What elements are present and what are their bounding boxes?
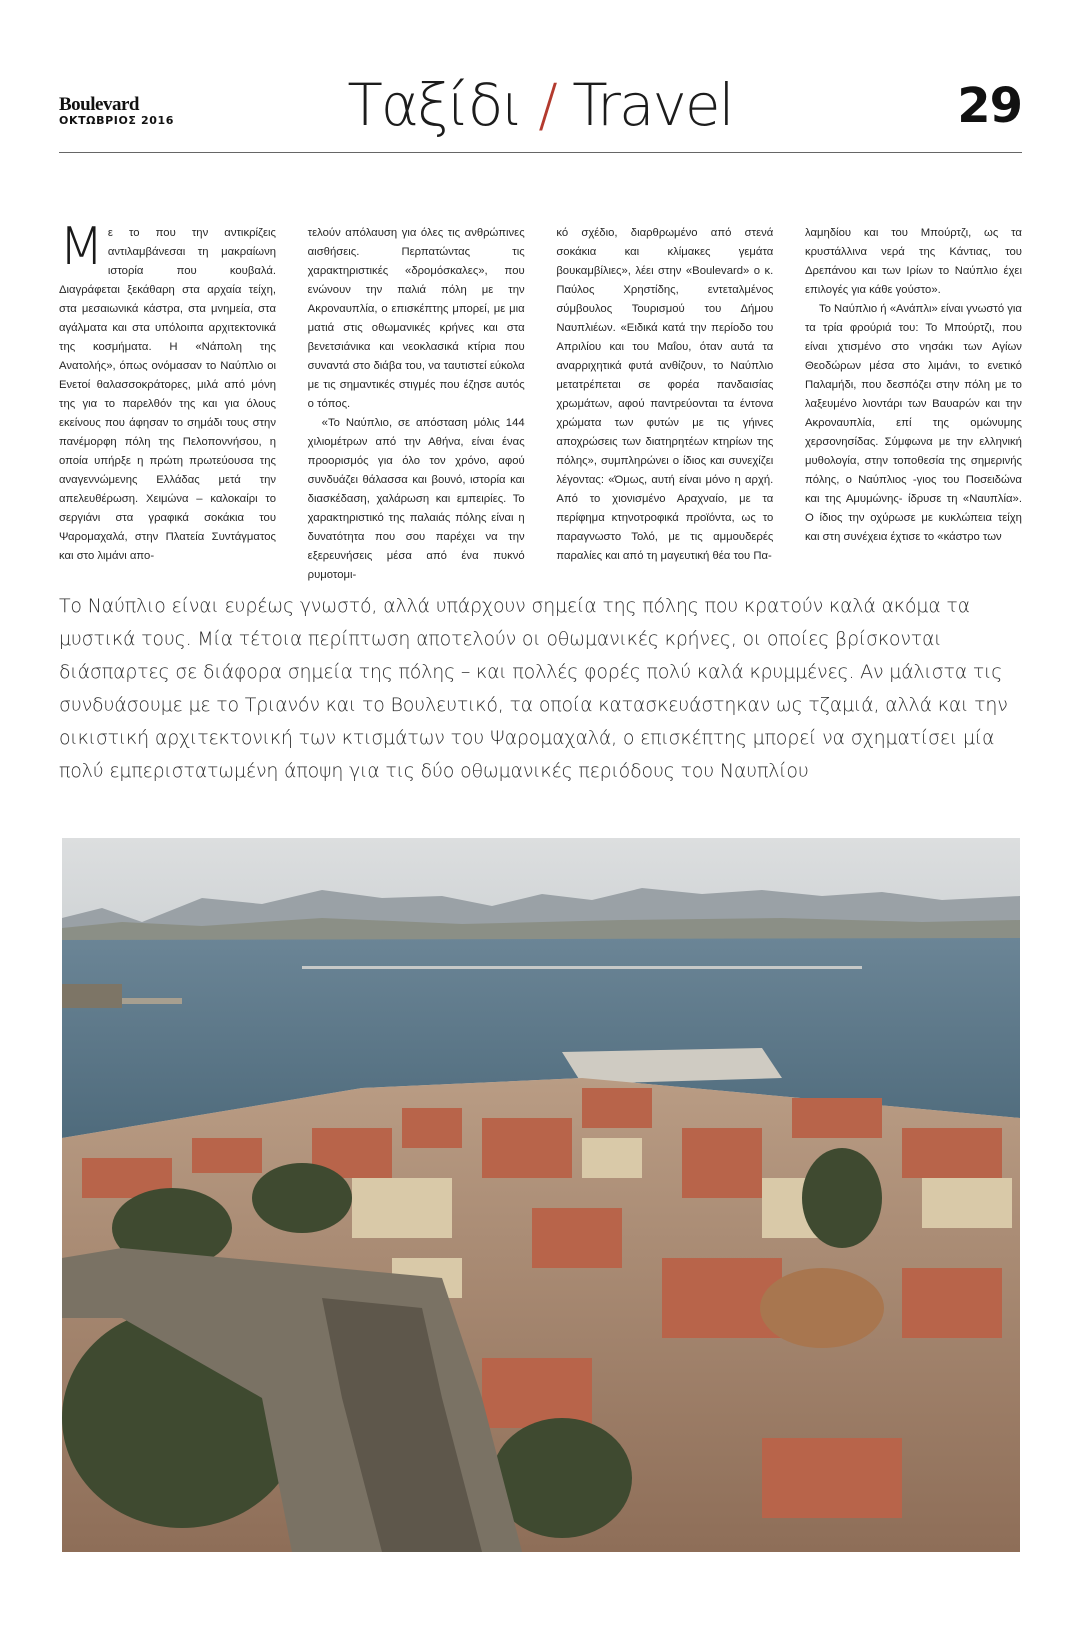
page-number: 29	[957, 78, 1022, 134]
drop-cap: Μ	[59, 217, 104, 277]
article-column-3	[556, 224, 774, 562]
breakwater	[302, 966, 862, 969]
article-column-1	[59, 217, 276, 562]
article-column-2	[307, 224, 525, 581]
harbor-illustration	[62, 838, 1020, 1552]
nafplio-harbor-photo	[62, 838, 1020, 1552]
port-pier	[562, 1048, 782, 1084]
issue-date: ΟΚΤΩΒΡΙΟΣ 2016	[59, 114, 174, 127]
pull-quote: Το Ναύπλιο είναι ευρέως γνωστό, αλλά υπάρχουν σημεία της πόλης που κρατούν καλά ακόμα τα μυστικά τους. Μία τέτοια περίπτωση αποτελούν οι οθωμανικές κρήνες, οι οποίες βρίσκονται διάσπαρτες σε διάφορα σημεία της πόλης – και πολλές φορές πολύ καλά κρυμμένες. Αν μάλιστα τις συνδυάσουμε με το Τριανόν και το Βουλευτικό, τα οποία κατασκευάστηκαν ως τζαμιά, αλλά και την οικιστική αρχιτεκτονική των κτισμάτων του Ψαρομαχαλά, ο επισκέπτης μπορεί να σχηματίσει μία πολύ εμπεριστατωμένη άποψη για τις δύο οθωμανικές περιόδους του Ναυπλίου	[59, 595, 1008, 782]
paragraph: τελούν απόλαυση για όλες τις ανθρώπινες αισθήσεις. Περπατώντας τις χαρακτηριστικές «δρομόσκαλες», που ενώνουν την παλιά πόλη με την Ακροναυπλία, ο επισκέπτης μπορεί, με μια ματιά στις οθωμανικές κρήνες και στα βενετσιάνικα και νεοκλασικά κτίρια που συναντά στο διάβα του, να ταυτιστεί εύκολα με τις σημαντικές στιγμές που έζησε αυτός ο τόπος.	[307, 227, 525, 410]
header-divider	[59, 152, 1022, 153]
article-body	[59, 217, 1022, 581]
magazine-logo: Boulevard	[59, 94, 139, 115]
paragraph	[59, 217, 276, 566]
mosque-dome	[760, 1268, 884, 1348]
section-title-slash: /	[538, 71, 556, 139]
paragraph: κό σχέδιο, διαρθρωμένο από στενά σοκάκια και κλίμακες γεμάτα βουκαμβίλιες», λέει στην «Boulevard» ο κ. Παύλος Χρηστίδης, εντεταλμένος σύμβουλος Τουρισμού του Δήμου Ναυπλιέων. «Ειδικά κατά την περίοδο του Απριλίου και του Μαΐου, όταν αυτά τα αναρριχητικά φυτά ανθίζουν, το Ναύπλιο μετατρέπεται σε φορέα πανδαισίας χρωμάτων, αφού παντρεύονται τα έντονα χρώματα των φυτών με τις γήινες αποχρώσεις των διατηρητέων κτηρίων της πόλης», συμπληρώνει ο ίδιος και συνεχίζει λέγοντας: «Όμως, αυτή είναι μόνο η αρχή. Από το χιονισμένο Αραχναίο, με τα περίφημα κτηνοτροφικά προϊόντα, ως το παραγνωστο Τολό, με τις αμμουδερές παραλίες και από τη μαγευτική θέα του Πα-	[556, 227, 774, 562]
section-title-greek: Ταξίδι	[347, 71, 522, 139]
paragraph: Το Ναύπλιο ή «Ανάπλι» είναι γνωστό για τα τρία φρούριά του: Το Μπούρτζι, που είναι χτισμένο στο νησάκι των Αγίων Θεοδώρων μέσα στο λιμάνι, το ενετικό Παλαμήδι, που δεσπόζει στην πόλη με το λαξευμένο λιοντάρι των Βαυαρών και την Ακροναυπλία, επί της ομώνυμης χερσονησίδας. Σύμφωνα με την ελληνική μυθολογία, στην τοποθεσία της σημερινής πόλης, ο Ναύπλιος -γιος του Ποσειδώνα και της Αμυμώνης- ίδρυσε τη «Ναυπλία». Ο ίδιος την οχύρωσε με κυκλώπεια τείχη και στη συνέχεια έχτισε το «κάστρο των	[804, 303, 1022, 543]
bourtzi-fortress	[62, 984, 122, 1008]
paragraph-text: ε το που την αντικρίζεις αντιλαμβάνεσαι τη μακραίωνη ιστορία που κουβαλά. Διαγράφεται ξεκάθαρη στα αρχαία τείχη, στα μεσαιωνικά κάστρα, στα μνημεία, στα αγάλματα και στα υπόλοιπα αρχιτεκτονικά της κοσμήματα. Η «Νάπολη της Ανατολής», όπως ονόμασαν το Ναύπλιο οι Ενετοί θαλασσοκράτορες, μιλά από μόνη της για το παρελθόν της και για όλους εκείνους που άφησαν το σημάδι τους στην πανέμορφη πόλη της Πελοποννήσου, η οποία υπήρξε η πρώτη πρωτεύουσα της αναγεννώμενης Ελλάδας μετά την απελευθέρωση. Χειμώνα – καλοκαίρι το σεργιάνι στα γραφικά σοκάκια του Ψαρομαχαλά, στην Πλατεία Συντάγματος και στο λιμάνι απο-	[59, 227, 276, 562]
paragraph: λαμηδίου και του Μπούρτζι, ως τα κρυστάλλινα νερά της Κάντιας, του Δρεπάνου και των Ιρίων το Ναύπλιο έχει επιλογές για κάθε γούστο».	[804, 227, 1022, 296]
bourtzi-pier	[122, 998, 182, 1004]
paragraph: «Το Ναύπλιο, σε απόσταση μόλις 144 χιλιομέτρων από την Αθήνα, είναι ένας προορισμός για όλο τον χρόνο, αφού συνδυάζει θάλασσα και βουνό, ιστορία και διασκέδαση, χαλάρωση και εμπειρίες. Το χαρακτηριστικό της παλαιάς πόλης είναι η δυνατότητα που σου παρέχει να την εξερευνήσεις μέσα από ένα πυκνό ρυμοτομι-	[307, 417, 525, 581]
section-title	[0, 72, 1080, 138]
section-title-english: Travel	[572, 71, 733, 139]
article-column-4	[805, 224, 1022, 544]
